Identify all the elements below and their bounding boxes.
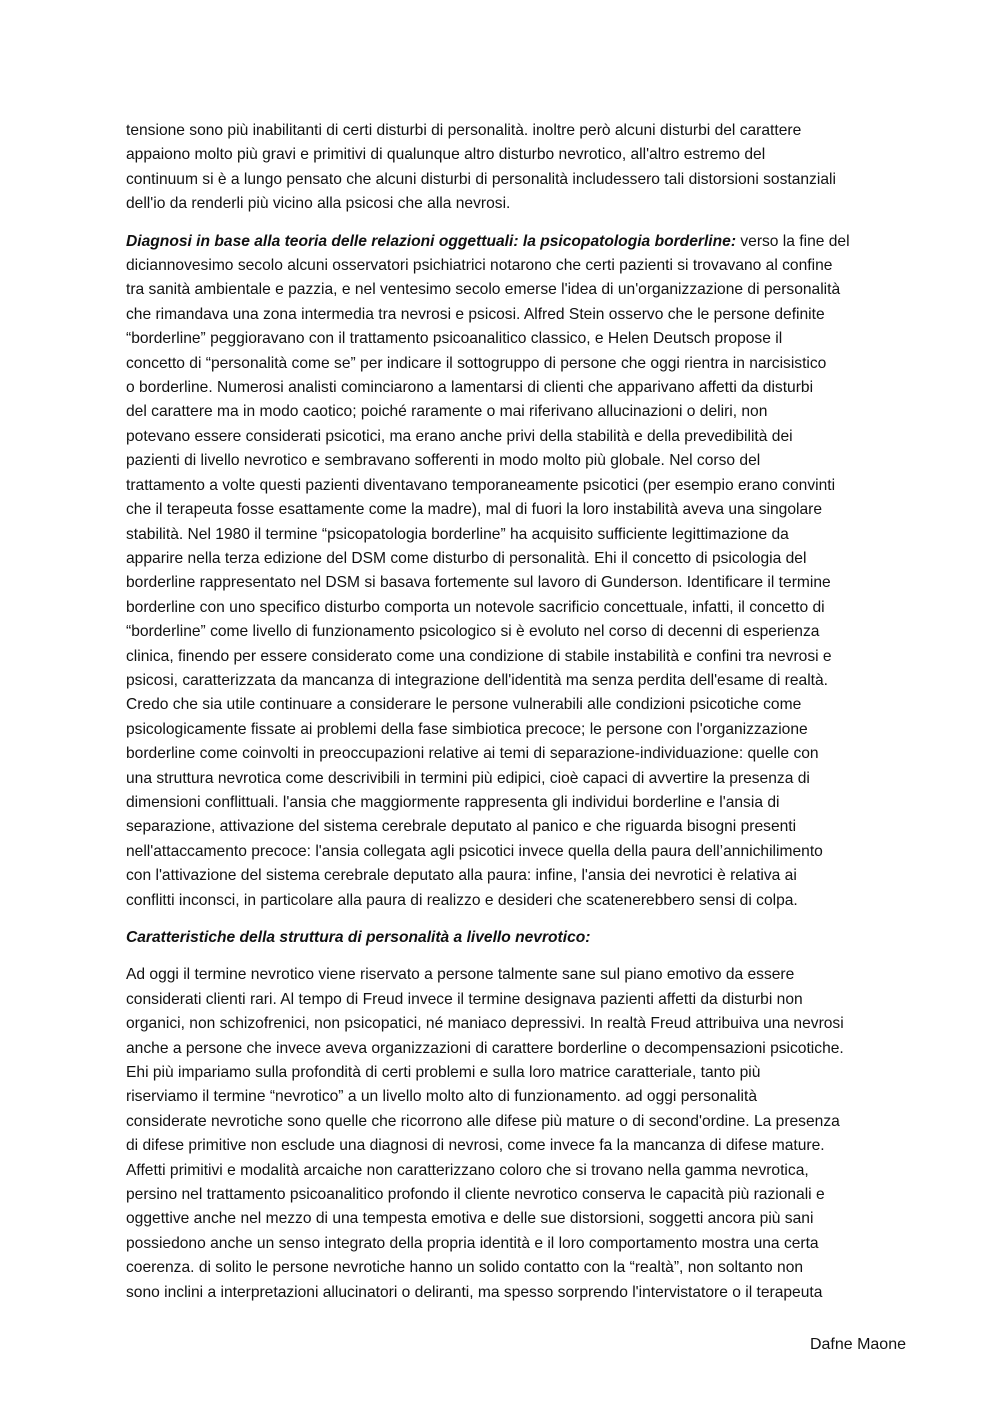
text-line: borderline con uno specifico disturbo comporta un notevole sacrificio concettuale, infatti, il concetto di [126, 598, 825, 616]
paragraph-borderline [126, 230, 908, 913]
text-line: Ehi più impariamo sulla profondità di certi problemi e sulla loro matrice caratteriale, tanto più [126, 1064, 761, 1082]
text-line: nell'attaccamento precoce: l'ansia collegata agli psicotici invece quella della paura dell’annichilimento [126, 842, 823, 860]
text-line: borderline come coinvolti in preoccupazioni relative ai temi di separazione-individuazione: quelle con [126, 745, 819, 763]
document-body [126, 119, 908, 1318]
text-fragment: verso la fine del [736, 232, 850, 250]
text-line: trattamento a volte questi pazienti diventavano temporaneamente psicotici (per esempio erano convinti [126, 476, 836, 494]
text-line: borderline rappresentato nel DSM si basava fortemente sul lavoro di Gunderson. Identificare il termine [126, 574, 831, 592]
text-line: persino nel trattamento psicoanalitico profondo il cliente nevrotico conserva le capacità più razionali e [126, 1186, 825, 1204]
paragraph-intro [126, 119, 908, 217]
section-heading-nevrotico: Caratteristiche della struttura di personalità a livello nevrotico: [126, 929, 591, 946]
text-line: conflitti inconsci, in particolare alla paura di realizzo e desideri che scatenerebbero sensi di colpa. [126, 891, 798, 909]
text-line: “borderline” come livello di funzionamento psicologico si è evoluto nel corso di decenni di esperienza [126, 623, 820, 641]
text-line: clinica, finendo per essere considerato come una condizione di stabile instabilità e confini tra nevrosi e [126, 647, 832, 665]
paragraph-nevrotico [126, 963, 908, 1305]
paragraph-heading-nevrotico [126, 926, 908, 950]
text-line: una struttura nevrotica come descrivibili in termini più edipici, cioè capaci di avvertire la presenza di [126, 769, 810, 787]
text-line: possiedono anche un senso integrato della propria identità e il loro comportamento mostra una certa [126, 1234, 819, 1252]
text-line: del carattere ma in modo caotico; poiché raramente o mai riferivano allucinazioni o deliri, non [126, 403, 768, 421]
text-line: o borderline. Numerosi analisti cominciarono a lamentarsi di clienti che apparivano affetti da disturbi [126, 379, 814, 397]
text-line: che rimandava una zona intermedia tra nevrosi e psicosi. Alfred Stein osservo che le persone definite [126, 305, 825, 323]
text-line: appaiono molto più gravi e primitivi di qualunque altro disturbo nevrotico, all'altro estremo del [126, 146, 766, 164]
footer-author: Dafne Maone [809, 1336, 906, 1353]
text-line: “borderline” peggioravano con il trattamento psicoanalitico classico, e Helen Deutsch propose il [126, 330, 783, 348]
text-line: con l'attivazione del sistema cerebrale deputato alla paura: infine, l'ansia dei nevrotici è relativa ai [126, 867, 797, 885]
text-line: tra sanità ambientale e pazzia, e nel ventesimo secolo emerse l'idea di un'organizzazione di personalità [126, 281, 841, 299]
text-line: dell'io da renderli più vicino alla psicosi che alla nevrosi. [126, 195, 511, 213]
text-line: psicologicamente fissate ai problemi della fase simbiotica precoce; le persone con l'organizzazione [126, 720, 808, 738]
section-heading-borderline: Diagnosi in base alla teoria delle relazioni oggettuali: la psicopatologia borderline: [126, 232, 737, 250]
text-line: Credo che sia utile continuare a considerare le persone vulnerabili alle condizioni psicotiche come [126, 696, 802, 714]
text-line: che il terapeuta fosse esattamente come la madre), mal di fuori la loro instabilità aveva una singolare [126, 501, 823, 519]
text-line: riserviamo il termine “nevrotico” a un livello molto alto di funzionamento. ad oggi personalità [126, 1088, 757, 1106]
text-line: diciannovesimo secolo alcuni osservatori psichiatrici notarono che certi pazienti si trovavano al confine [126, 257, 833, 275]
text-line: tensione sono più inabilitanti di certi disturbi di personalità. inoltre però alcuni disturbi del carattere [126, 122, 802, 139]
text-line: organici, non schizofrenici, non psicopatici, né maniaco depressivi. In realtà Freud attribuiva una nevrosi [126, 1015, 844, 1033]
text-line: potevano essere considerati psicotici, ma erano anche privi della stabilità e della prevedibilità dei [126, 427, 793, 445]
text-line: considerati clienti rari. Al tempo di Freud invece il termine designava pazienti affetti da disturbi non [126, 990, 803, 1008]
text-line: Affetti primitivi e modalità arcaiche non caratterizzano coloro che si trovano nella gamma nevrotica, [126, 1161, 809, 1179]
text-line: apparire nella terza edizione del DSM come disturbo di personalità. Ehi il concetto di psicologia del [126, 549, 807, 567]
text-line: psicosi, caratterizzata da mancanza di integrazione dell'identità ma senza perdita dell'esame di realtà. [126, 671, 828, 689]
text-line: sono inclini a interpretazioni allucinatori o deliranti, ma spesso sorprendo l'intervistatore o il terapeuta [126, 1283, 823, 1301]
text-line: stabilità. Nel 1980 il termine “psicopatologia borderline” ha acquisito sufficiente legittimazione da [126, 525, 789, 543]
text-line: pazienti di livello nevrotico e sembravano sofferenti in modo molto più globale. Nel corso del [126, 452, 761, 470]
text-line: continuum si è a lungo pensato che alcuni disturbi di personalità includessero tali distorsioni sostanziali [126, 170, 836, 188]
text-line: concetto di “personalità come se” per indicare il sottogruppo di persone che oggi rientra in narcisistico [126, 354, 827, 372]
text-line: considerate nevrotiche sono quelle che ricorrono alle difese più mature o di second'ordine. La presenza [126, 1112, 840, 1130]
text-line [126, 230, 908, 254]
text-line: separazione, attivazione del sistema cerebrale deputato al panico e che riguarda bisogni presenti [126, 818, 797, 836]
text-line: anche a persone che invece aveva organizzazioni di carattere borderline o decompensazioni psicotiche. [126, 1039, 844, 1057]
text-line: coerenza. di solito le persone nevrotiche hanno un solido contatto con la “realtà”, non soltanto non [126, 1259, 804, 1277]
text-line: Ad oggi il termine nevrotico viene riservato a persone talmente sane sul piano emotivo da essere [126, 966, 795, 984]
text-line: oggettive anche nel mezzo di una tempesta emotiva e delle sue distorsioni, soggetti ancora più sani [126, 1210, 814, 1228]
text-line: dimensioni conflittuali. l'ansia che maggiormente rappresenta gli individui borderline e l'ansia di [126, 793, 780, 811]
text-line: di difese primitive non esclude una diagnosi di nevrosi, come invece fa la mancanza di difese mature. [126, 1137, 825, 1155]
